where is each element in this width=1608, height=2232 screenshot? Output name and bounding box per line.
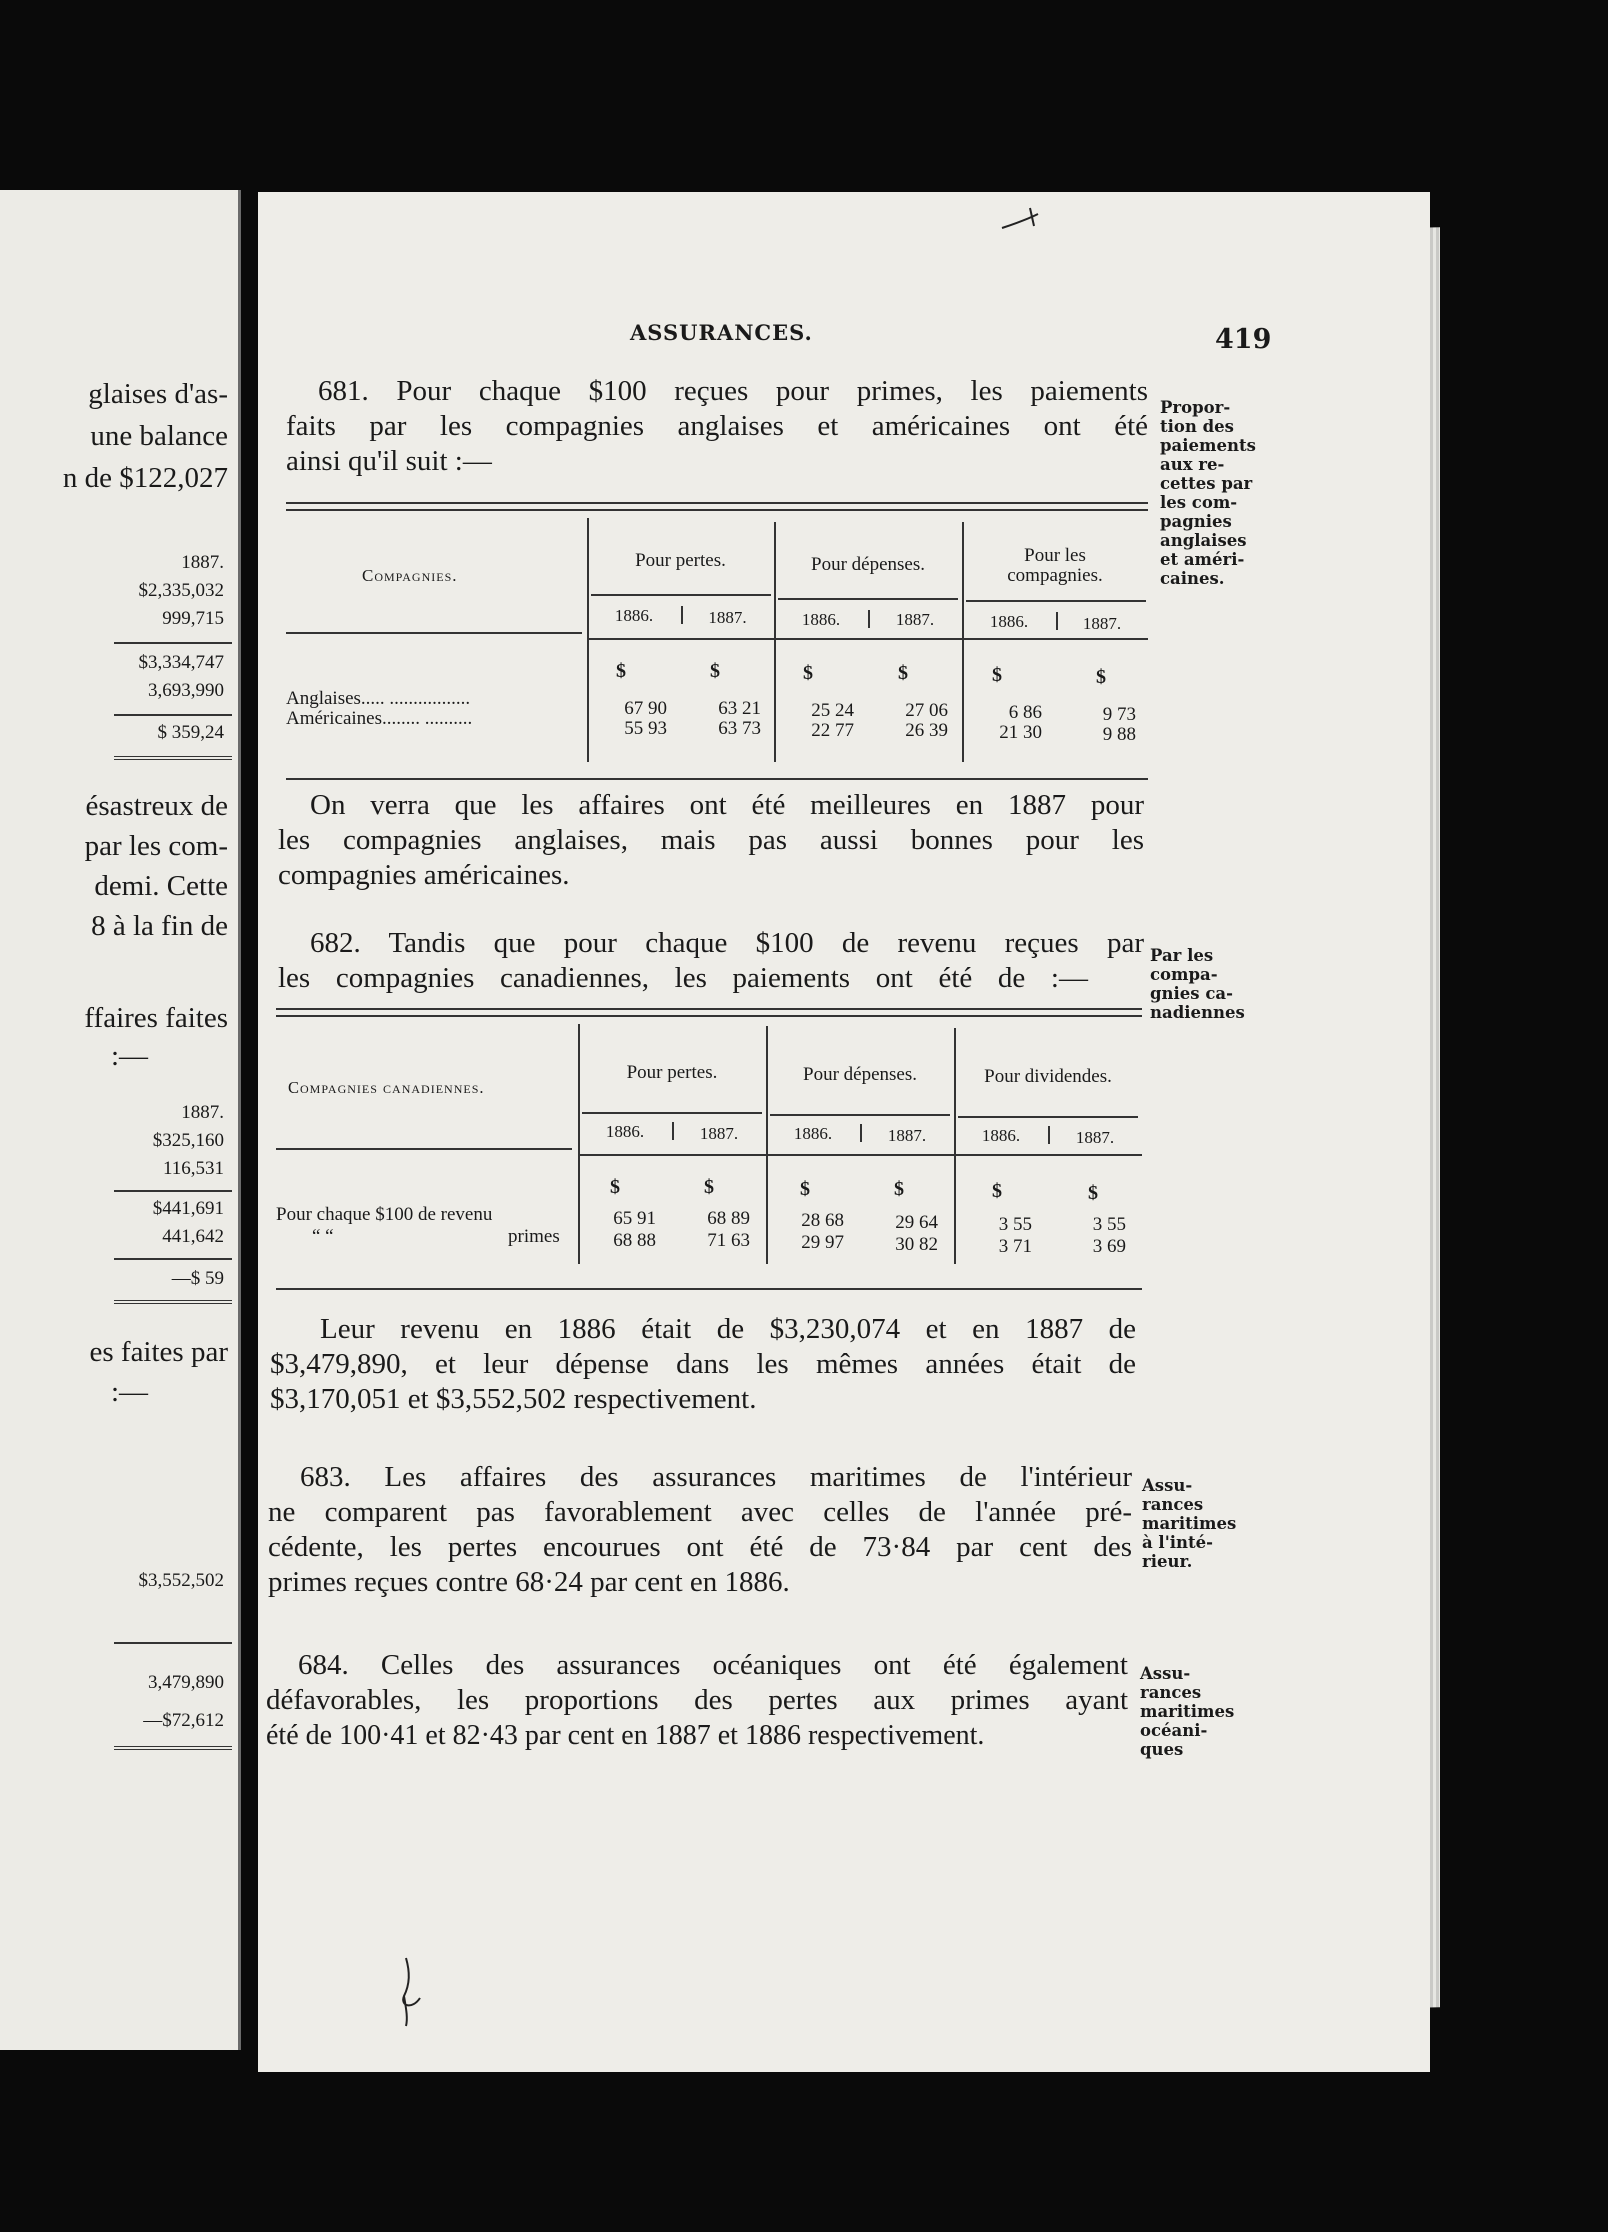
left-figure: 1887. — [181, 1102, 224, 1123]
table-top-rule — [286, 502, 1148, 511]
table-cell: 55 93 — [624, 718, 667, 739]
margin-note-line: cettes par — [1160, 474, 1253, 493]
margin-note-line: gnies ca- — [1150, 984, 1233, 1003]
left-text-line: es faites par — [89, 1336, 228, 1368]
text-line: compagnies américaines. — [278, 859, 570, 891]
table-top-rule — [276, 1008, 1142, 1017]
text-line: été de 100·41 et 82·43 par cent en 1887 et 1886 respectivement. — [266, 1720, 985, 1751]
text-line: primes reçues contre 68·24 par cent en 1886. — [268, 1566, 790, 1598]
left-figure: $3,552,502 — [138, 1570, 224, 1591]
text-line: cédente, les pertes encourues ont été de 73·84 par cent des — [268, 1531, 1132, 1563]
margin-note-line: les com- — [1160, 493, 1238, 512]
left-text-line: par les com- — [84, 830, 228, 862]
left-text-line: n de $122,027 — [62, 462, 228, 494]
left-rule — [114, 756, 232, 760]
table-cell: 67 90 — [624, 698, 667, 719]
text-line: faits par les compagnies anglaises et américaines ont été — [286, 410, 1148, 442]
left-figure: 1887. — [181, 552, 224, 573]
table-cell: 28 68 — [801, 1210, 844, 1231]
paragraph-684 — [266, 1648, 1128, 1753]
text-line: ne comparent pas favorablement avec celles de l'année pré- — [268, 1496, 1132, 1528]
text-line: On verra que les affaires ont été meilleures en 1887 pour — [310, 789, 1144, 821]
left-rule — [114, 1300, 232, 1304]
left-figure: $2,335,032 — [138, 580, 224, 601]
currency-symbol: $ — [894, 1178, 904, 1200]
currency-symbol: $ — [1088, 1182, 1098, 1204]
margin-note-line: pagnies — [1160, 512, 1232, 531]
table-canadian — [276, 1008, 1142, 1292]
paragraph-682 — [278, 926, 1144, 996]
year-header: 1887. — [708, 608, 747, 627]
header-rule — [578, 1154, 1142, 1156]
margin-note-line: rances — [1140, 1683, 1202, 1702]
year-header: 1887. — [699, 1124, 739, 1143]
table-cell: 3 55 — [998, 1214, 1032, 1235]
table-bottom-rule — [286, 778, 1148, 780]
margin-note-line: Par les — [1150, 946, 1214, 965]
paragraph-on-verra — [278, 788, 1144, 893]
currency-symbol: $ — [710, 660, 720, 682]
currency-symbol: $ — [704, 1176, 714, 1198]
group-header: Pour pertes. — [635, 550, 726, 571]
margin-note-line: Assu- — [1140, 1664, 1191, 1683]
pen-mark-icon — [386, 1950, 446, 2030]
text-line: $3,170,051 et $3,552,502 respectivement. — [270, 1383, 757, 1415]
left-text-line: une balance — [90, 420, 228, 452]
table-cell: 25 24 — [811, 700, 854, 721]
text-line: Leur revenu en 1886 était de $3,230,074 et en 1887 de — [320, 1313, 1136, 1345]
left-text-line: demi. Cette — [94, 870, 228, 902]
text-line: $3,479,890, et leur dépense dans les mêmes années était de — [270, 1348, 1136, 1380]
margin-note-line: océani- — [1140, 1721, 1208, 1740]
text-line: 682. Tandis que pour chaque $100 de revenu reçues par — [310, 927, 1144, 959]
text-line: 681. Pour chaque $100 reçues pour primes, les paiements — [318, 375, 1148, 407]
table-cell: 26 39 — [905, 720, 948, 741]
currency-symbol: $ — [992, 664, 1002, 686]
margin-note-line: compa- — [1150, 965, 1218, 984]
group-rule — [778, 598, 958, 600]
table-cell: 22 77 — [811, 720, 854, 741]
group-rule — [966, 600, 1146, 602]
table-cell: 29 64 — [895, 1212, 938, 1233]
left-text-line: ésastreux de — [85, 790, 228, 822]
row-label: Anglaises..... ................. — [286, 688, 471, 709]
text-line: 684. Celles des assurances océaniques ont été également — [298, 1649, 1128, 1681]
row-label: Pour chaque $100 de revenu — [276, 1204, 493, 1225]
running-head: ASSURANCES. — [630, 320, 813, 345]
year-header: 1887. — [1075, 1128, 1115, 1147]
margin-note-line: ques — [1140, 1740, 1184, 1759]
group-header: Pour dépenses. — [811, 554, 925, 575]
margin-note-line: rances — [1142, 1495, 1204, 1514]
margin-note-line: paiements — [1160, 436, 1256, 455]
table-cell: 68 88 — [613, 1230, 656, 1251]
left-text-line: 8 à la fin de — [91, 910, 228, 942]
left-figure: $325,160 — [152, 1130, 224, 1151]
margin-note-line: à l'inté- — [1142, 1533, 1213, 1552]
group-rule — [958, 1116, 1138, 1118]
margin-note-line: et améri- — [1160, 550, 1245, 569]
paragraph-revenu — [270, 1312, 1136, 1417]
group-header: Pour pertes. — [626, 1062, 718, 1083]
table-cell: 63 73 — [718, 718, 761, 739]
margin-note-line: rieur. — [1142, 1552, 1193, 1571]
margin-note-682 — [1150, 946, 1245, 1022]
table-header-label: Compagnies canadiennes. — [288, 1078, 485, 1097]
left-text-line: :— — [110, 1040, 148, 1072]
header-rule — [286, 632, 582, 634]
table-cell: 9 73 — [1102, 704, 1136, 725]
left-figure: 3,479,890 — [148, 1672, 224, 1693]
table-cell: 6 86 — [1008, 702, 1042, 723]
table-cell: 9 88 — [1102, 724, 1136, 745]
text-line: les compagnies canadiennes, les paiements ont été de :— — [278, 962, 1088, 994]
year-header: 1886. — [605, 1122, 645, 1141]
paragraph-681 — [286, 374, 1148, 479]
table-cell: 29 97 — [801, 1232, 844, 1253]
left-figure: 116,531 — [162, 1158, 224, 1179]
left-rule — [114, 1258, 232, 1260]
left-rule — [114, 1746, 232, 1750]
year-header: 1886. — [614, 606, 654, 625]
year-header: 1886. — [801, 610, 841, 629]
year-header: 1887. — [1082, 614, 1122, 633]
year-header: 1886. — [989, 612, 1029, 631]
group-header: Pour dépenses. — [803, 1064, 917, 1085]
margin-note-line: anglaises — [1160, 531, 1247, 550]
left-text-line: ffaires faites — [84, 1002, 228, 1034]
margin-note-line: nadiennes — [1150, 1003, 1245, 1022]
currency-symbol: $ — [610, 1176, 620, 1198]
margin-note-line: maritimes — [1142, 1514, 1237, 1533]
margin-note-line: caines. — [1160, 569, 1225, 588]
left-rule — [114, 1190, 232, 1192]
table-cell: 21 30 — [999, 722, 1042, 743]
text-line: 683. Les affaires des assurances maritimes de l'intérieur — [300, 1461, 1132, 1493]
left-figure: —$72,612 — [143, 1710, 224, 1731]
margin-note-line: Assu- — [1142, 1476, 1193, 1495]
currency-symbol: $ — [992, 1180, 1002, 1202]
year-header: 1886. — [981, 1126, 1021, 1145]
table-cell: 3 69 — [1092, 1236, 1126, 1257]
table-cell: 63 21 — [718, 698, 761, 719]
table-bottom-rule — [276, 1288, 1142, 1290]
margin-note-line: maritimes — [1140, 1702, 1235, 1721]
left-figure: $ 359,24 — [157, 722, 224, 743]
group-rule — [591, 594, 771, 596]
group-header: Pour les compagnies. — [1007, 545, 1103, 586]
table-header-label: Compagnies. — [362, 566, 458, 585]
currency-symbol: $ — [898, 662, 908, 684]
header-rule — [276, 1148, 572, 1150]
margin-note-line: Propor- — [1160, 398, 1231, 417]
margin-note-684 — [1140, 1664, 1234, 1759]
table-english-american — [286, 502, 1148, 784]
margin-note-681 — [1160, 398, 1256, 588]
paragraph-683 — [268, 1460, 1132, 1600]
row-label: Américaines........ .......... — [286, 708, 473, 729]
left-figure: 441,642 — [162, 1226, 224, 1247]
currency-symbol: $ — [803, 662, 813, 684]
left-facing-page — [0, 190, 241, 2050]
table-cell: 65 91 — [613, 1208, 656, 1229]
currency-symbol: $ — [1096, 666, 1106, 688]
margin-note-683 — [1142, 1476, 1236, 1571]
table-cell: 71 63 — [707, 1230, 750, 1251]
left-figure: $441,691 — [152, 1198, 224, 1219]
left-rule — [114, 714, 232, 716]
currency-symbol: $ — [616, 660, 626, 682]
left-rule — [114, 642, 232, 644]
margin-note-line: aux re- — [1160, 455, 1225, 474]
text-line: les compagnies anglaises, mais pas aussi bonnes pour les — [278, 824, 1144, 856]
table-cell: 68 89 — [707, 1208, 750, 1229]
year-header: 1887. — [895, 610, 935, 629]
ditto-marks: “ “ — [312, 1226, 334, 1247]
left-text-line: :— — [110, 1376, 148, 1408]
text-line: défavorables, les proportions des pertes aux primes ayant — [266, 1684, 1128, 1716]
row-label: primes — [508, 1226, 560, 1247]
table-cell: 27 06 — [905, 700, 948, 721]
group-header: Pour dividendes. — [984, 1066, 1112, 1087]
left-rule — [114, 1642, 232, 1644]
margin-note-line: tion des — [1160, 417, 1234, 436]
left-figure: 999,715 — [162, 608, 224, 629]
left-text-line: glaises d'as- — [88, 378, 228, 410]
left-figure: $3,334,747 — [138, 652, 224, 673]
group-rule — [770, 1114, 950, 1116]
currency-symbol: $ — [800, 1178, 810, 1200]
left-figure: 3,693,990 — [148, 680, 224, 701]
pen-mark-icon — [1000, 204, 1050, 234]
table-cell: 3 71 — [998, 1236, 1032, 1257]
year-header: 1887. — [887, 1126, 927, 1145]
year-header: 1886. — [793, 1124, 833, 1143]
left-figure: —$ 59 — [171, 1268, 224, 1289]
header-rule — [587, 638, 1148, 640]
table-cell: 3 55 — [1092, 1214, 1126, 1235]
table-cell: 30 82 — [895, 1234, 938, 1255]
group-rule — [582, 1112, 762, 1114]
page-number: 419 — [1215, 324, 1272, 355]
text-line: ainsi qu'il suit :— — [286, 445, 492, 477]
